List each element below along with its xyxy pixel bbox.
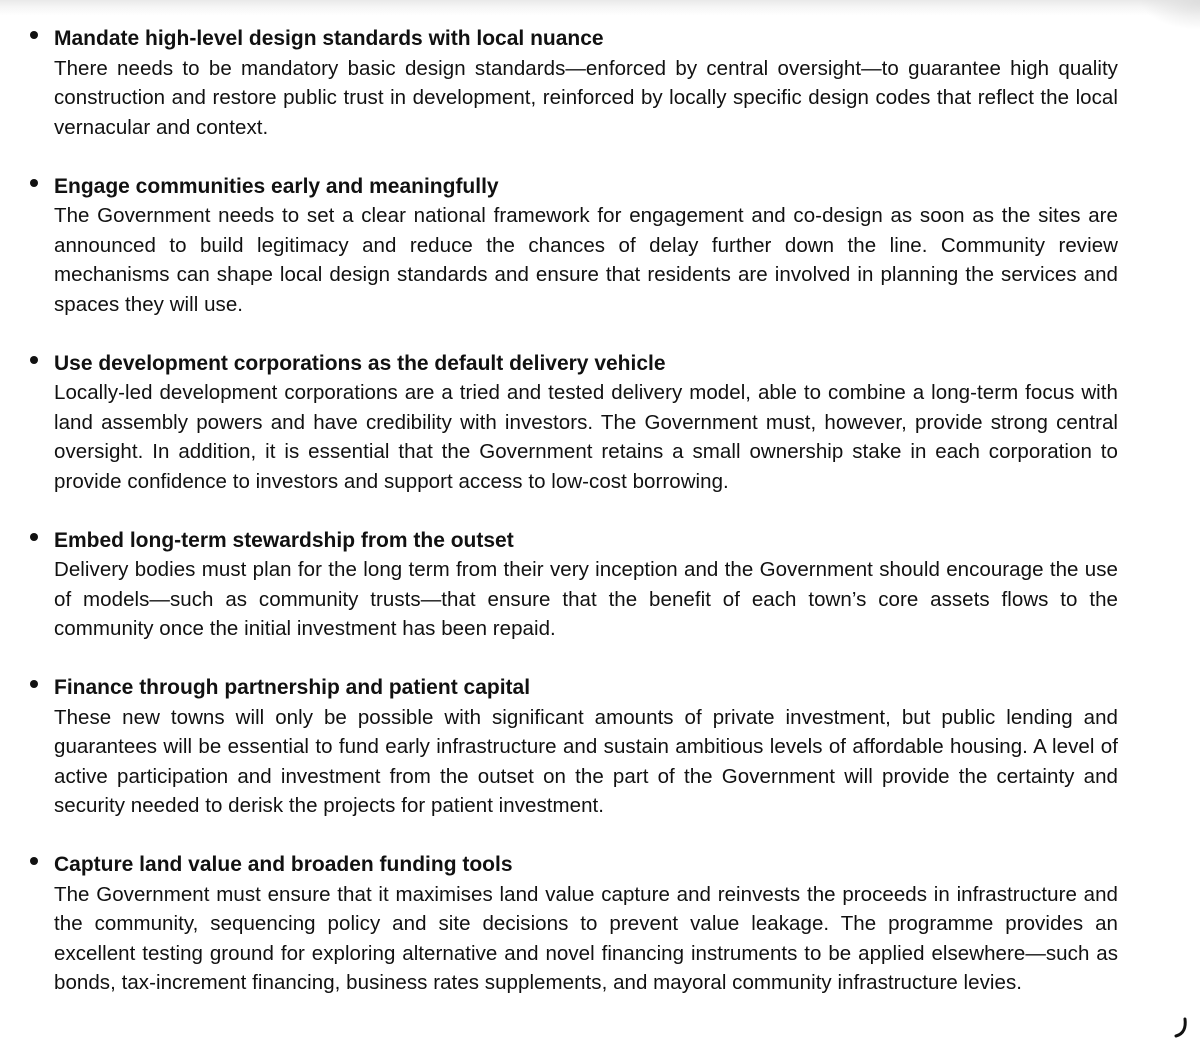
scroll-hook-icon	[1174, 1017, 1190, 1039]
bullet-dot-icon	[30, 31, 38, 39]
bullet-dot-icon	[30, 179, 38, 187]
bullet-dot-icon	[30, 857, 38, 865]
list-item	[0, 349, 1200, 497]
item-heading: Embed long-term stewardship from the outset	[54, 528, 514, 552]
item-heading: Engage communities early and meaningfully	[54, 174, 499, 198]
item-body: There needs to be mandatory basic design standards—enforced by central oversight—to guarantee high quality construction and restore public trust in development, reinforced by locally specific design codes that reflect the local vernacular and context.	[54, 56, 1118, 139]
list-item	[0, 850, 1200, 998]
top-edge-shadow	[0, 0, 1200, 16]
item-body: Delivery bodies must plan for the long term from their very inception and the Government should encourage the use of models—such as community trusts—that ensure that the benefit of each town’s core assets flows to the community once the initial investment has been repaid.	[54, 558, 1118, 640]
bullet-dot-icon	[30, 680, 38, 688]
item-body: The Government must ensure that it maximises land value capture and reinvests the proceeds in infrastructure and the community, sequencing policy and site decisions to prevent value leakage. The programme provides an excellent testing ground for exploring alternative and novel financing instruments to be applied elsewhere—such as bonds, tax-increment financing, business rates supplements, and mayoral community infrastructure levies.	[54, 882, 1118, 994]
item-body: These new towns will only be possible with significant amounts of private investment, but public lending and guarantees will be essential to fund early infrastructure and sustain ambitious levels of affordable housing. A level of active participation and investment from the outset on the part of the Government will provide the certainty and security needed to derisk the projects for patient investment.	[54, 705, 1118, 817]
item-heading: Finance through partnership and patient capital	[54, 676, 531, 699]
item-body: Locally-led development corporations are a tried and tested delivery model, able to combine a long-term focus with land assembly powers and have credibility with investors. The Government must, however, provide strong central oversight. In addition, it is essential that the Government retains a small ownership stake in each corporation to provide confidence to investors and support access to low-cost borrowing.	[54, 381, 1118, 493]
list-item	[0, 673, 1200, 821]
list-item	[0, 24, 1200, 142]
bullet-dot-icon	[30, 356, 38, 364]
item-body: The Government needs to set a clear national framework for engagement and co-design as soon as the sites are announced to build legitimacy and reduce the chances of delay further down the line. Community review mechanisms can shape local design standards and ensure that residents are involved in planning the services and spaces they will use.	[54, 204, 1118, 316]
list-item	[0, 526, 1200, 644]
item-heading: Mandate high-level design standards with local nuance	[54, 27, 604, 50]
item-heading: Capture land value and broaden funding tools	[54, 853, 513, 876]
item-heading: Use development corporations as the default delivery vehicle	[54, 351, 666, 375]
document-body	[0, 24, 1200, 1027]
bullet-dot-icon	[30, 533, 38, 541]
list-item	[0, 172, 1200, 320]
